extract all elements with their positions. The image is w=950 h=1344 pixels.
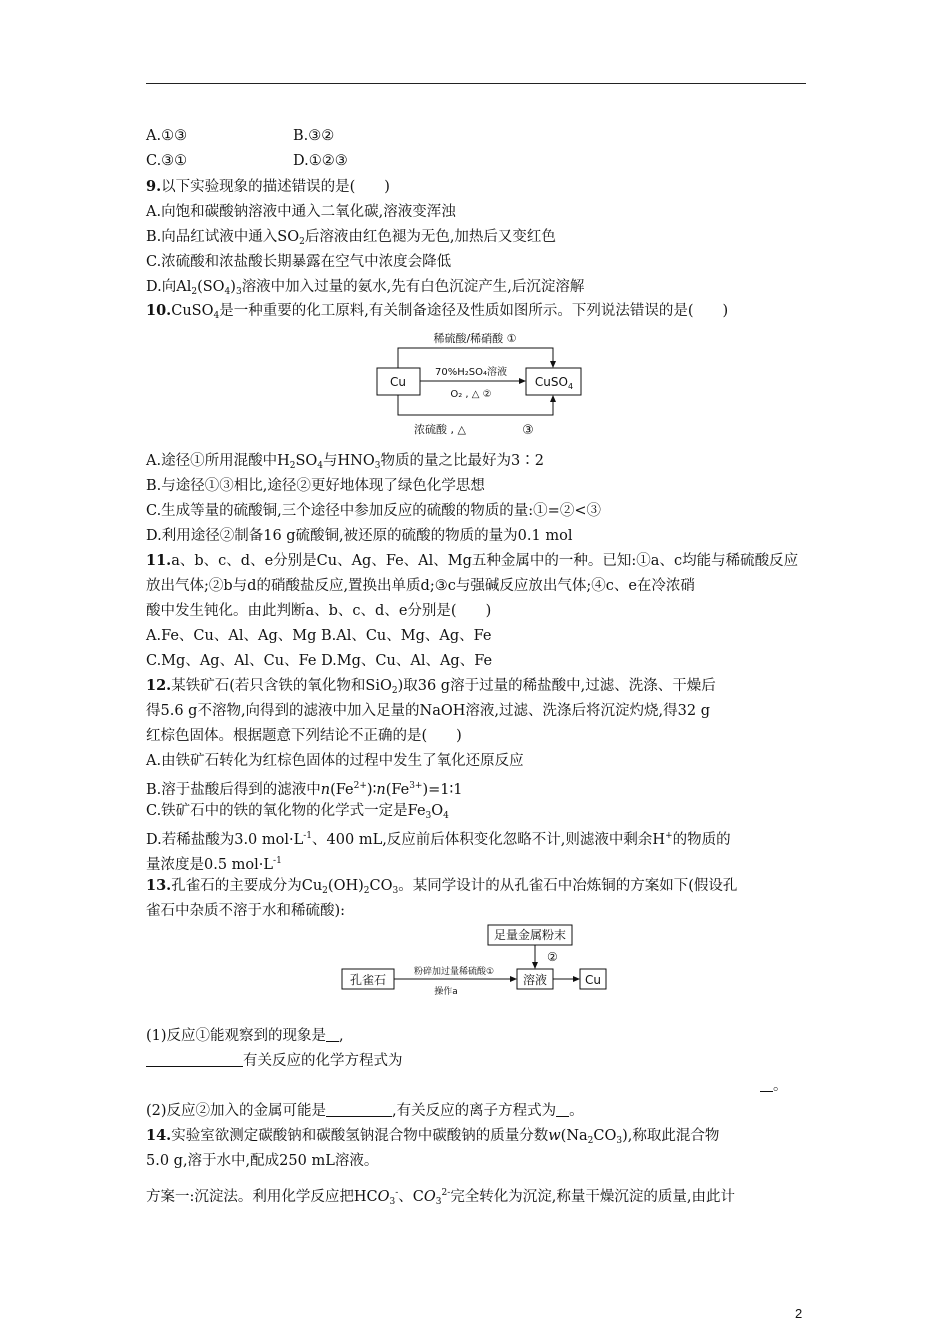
q13-part1-line2: 有关反应的化学方程式为 [146,1051,403,1071]
answer-blank[interactable] [146,1052,243,1067]
answer-blank[interactable] [326,1027,339,1042]
q9-option-d: D.向$Al_2(SO_4)_3$溶液中加入过量的氨水,先有白色沉淀产生,后沉淀溶解 [146,279,585,297]
cuso4-label: CuSO$_4$ [534,375,574,391]
q8-option-b: B.③② [293,128,335,144]
cu-label: Cu [390,375,406,389]
route-1-label: 稀硫酸/稀硝酸 ① [433,332,517,345]
q9-option-b: B.向品红试液中通入$SO_2$后溶液由红色褪为无色,加热后又变红色 [146,229,556,247]
route-3-label: 浓硫酸 , △ [414,423,466,436]
q12-stem-line3: 红棕色固体。根据题意下列结论不正确的是( ) [146,728,462,744]
q8-option-d: D.①②③ [293,153,348,169]
q13-part1-line1: (1)反应①能观察到的现象是 , [146,1028,344,1044]
solution-label: 溶液 [522,973,548,987]
answer-blank[interactable] [556,1102,569,1117]
q8-option-c: C.③① [146,153,188,169]
route-2-condition: O₂ , △ ② [450,389,492,400]
q13-part1-line3: 。 [760,1076,788,1096]
q10-option-c: C.生成等量的硫酸铜,三个途径中参加反应的硫酸的物质的量:①=②<③ [146,503,601,519]
q10-option-d: D.利用途径②制备16 g硫酸铜,被还原的硫酸的物质的量为0.1 mol [146,528,573,544]
operation-a-label: 操作a [434,987,458,997]
q9-option-c: C.浓硫酸和浓盐酸长期暴露在空气中浓度会降低 [146,254,452,270]
answer-blank[interactable] [760,1077,773,1092]
step-1-label: 粉碎加过量稀硫酸① [413,967,495,977]
page-number: 2 [795,1306,803,1321]
step-2-label: ② [547,950,558,964]
copper-smelting-diagram [340,922,620,1000]
q12-option-a: A.由铁矿石转化为红棕色固体的过程中发生了氧化还原反应 [146,753,524,769]
header-rule [146,83,806,84]
q12-stem-line1: 12.某铁矿石(若只含铁的氧化物和SiO$_2$)取36 g溶于过量的稀盐酸中,过滤、洗涤、干燥后 [146,677,716,696]
q11-stem-line2: 放出气体;②b与d的硝酸盐反应,置换出单质d;③c与强碱反应放出气体;④c、e在冷浓硝 [146,578,695,594]
q13-stem-line2: 雀石中杂质不溶于水和稀硫酸): [146,903,346,919]
q11-options-ab: A.Fe、Cu、Al、Ag、Mg B.Al、Cu、Mg、Ag、Fe [146,628,492,644]
q14-stem-line2: 5.0 g,溶于水中,配成250 mL溶液。 [146,1153,379,1169]
q12-option-d-line2: 量浓度是0.5 $mol\cdot L^{-1}$ [146,856,282,873]
q13-part2: (2)反应②加入的金属可能是 ,有关反应的离子方程式为 。 [146,1103,584,1119]
route-2-reagent: 70%H₂SO₄溶液 [435,367,507,378]
q12-stem-line2: 得5.6 g不溶物,向得到的滤液中加入足量的NaOH溶液,过滤、洗涤后将沉淀灼烧,得32 g [146,703,710,719]
cuso4-preparation-diagram [360,328,600,440]
q12-option-c: C.铁矿石中的铁的氧化物的化学式一定是$Fe_3O_4$ [146,803,449,821]
q9-option-a: A.向饱和碳酸钠溶液中通入二氧化碳,溶液变浑浊 [146,204,456,220]
q10-stem: 10.CuSO$_4$是一种重要的化工原料,有关制备途径及性质如图所示。下列说法错误的是( ) [146,302,729,321]
q10-option-a: A.途径①所用混酸中$H_2SO_4$与$HNO_3$物质的量之比最好为3∶2 [146,453,544,471]
q12-option-b: B.溶于盐酸后得到的滤液中$n(Fe^{2+})∶n(Fe^{3+})=1∶1$ [146,781,463,798]
q11-options-cd: C.Mg、Ag、Al、Cu、Fe D.Mg、Cu、Al、Ag、Fe [146,653,493,669]
q14-stem-line1: 14.实验室欲测定碳酸钠和碳酸氢钠混合物中碳酸钠的质量分数$w(Na_2CO_3)$,称取此混合物 [146,1127,720,1146]
q14-method-one: 方案一:沉淀法。利用化学反应把$HCO_3^-$、$CO_3^{2-}$完全转化为沉淀,称量干燥沉淀的质量,由此计 [146,1188,736,1207]
q11-stem-line1: 11.a、b、c、d、e分别是Cu、Ag、Fe、Al、Mg五种金属中的一种。已知:①a、c均能与稀硫酸反应 [146,552,799,569]
route-3-number: ③ [522,423,534,438]
q8-option-a: A.①③ [146,128,188,144]
q9-stem: 9.以下实验现象的描述错误的是( ) [146,178,390,195]
cu-product-label: Cu [585,973,601,987]
route-1-arrow [398,348,553,368]
answer-blank[interactable] [326,1102,392,1117]
q11-stem-line3: 酸中发生钝化。由此判断a、b、c、d、e分别是( ) [146,603,492,619]
metal-powder-label: 足量金属粉末 [493,928,567,942]
q10-option-b: B.与途径①③相比,途径②更好地体现了绿色化学思想 [146,478,485,494]
q13-stem-line1: 13.孔雀石的主要成分为$Cu_2(OH)_2CO_3$。某同学设计的从孔雀石中冶炼铜的方案如下(假设孔 [146,877,738,896]
q12-option-d-line1: D.若稀盐酸为3.0 $mol\cdot L^{-1}$、400 mL,反应前后体积变化忽略不计,则滤液中剩余H+的物质的 [146,831,731,848]
malachite-label: 孔雀石 [349,973,387,987]
